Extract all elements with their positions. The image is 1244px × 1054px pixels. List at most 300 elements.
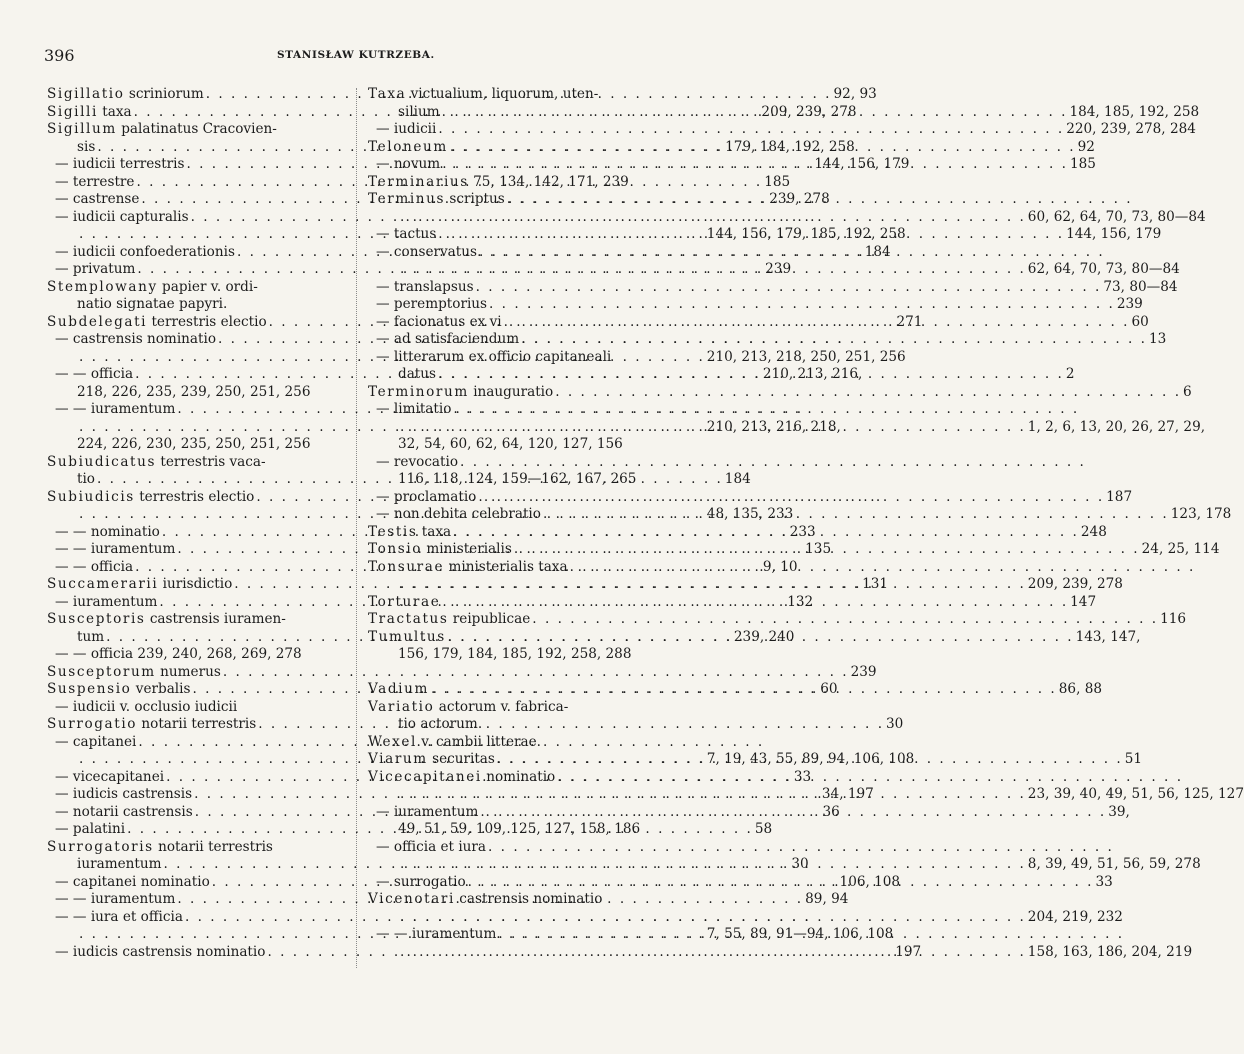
index-term: Tumultus bbox=[368, 628, 446, 645]
entry-label: 49, 51, 59, 109, 125, 127, 158, 186 bbox=[398, 821, 641, 837]
dot-leader bbox=[398, 261, 1028, 279]
index-entry bbox=[47, 279, 345, 297]
page-references: 233 bbox=[789, 523, 816, 540]
dot-leader bbox=[398, 576, 1028, 594]
page-references: 185 bbox=[764, 173, 791, 190]
dot-leader bbox=[436, 121, 1066, 139]
index-term: Wexel bbox=[368, 733, 417, 750]
index-term: Taxa bbox=[368, 86, 407, 102]
entry-label: — — officia 239, 240, 268, 269, 278 bbox=[55, 646, 302, 662]
index-term: Vadium bbox=[368, 681, 429, 697]
dot-leader bbox=[448, 139, 1078, 157]
page-references: 204, 219, 232 bbox=[1027, 908, 1123, 925]
entry-label: notarii terrestris bbox=[158, 838, 273, 855]
dot-leader bbox=[398, 786, 1028, 804]
dot-leader bbox=[440, 594, 1070, 612]
entry-text bbox=[376, 489, 476, 507]
entry-text bbox=[77, 471, 95, 489]
entry-text bbox=[368, 191, 505, 209]
dot-leader bbox=[530, 611, 1160, 629]
entry-label: securitas bbox=[432, 751, 495, 767]
page-references: 9, 10 bbox=[762, 558, 798, 575]
index-subentry bbox=[47, 943, 922, 962]
entry-label: — notarii castrensis bbox=[55, 803, 193, 820]
entry-text bbox=[55, 646, 302, 664]
index-subentry bbox=[368, 121, 1196, 139]
dot-leader bbox=[458, 454, 1088, 472]
dot-leader bbox=[512, 541, 1142, 559]
entry-text bbox=[55, 524, 160, 542]
entry-label: inauguratio bbox=[473, 383, 554, 400]
entry-label: — — officia bbox=[55, 366, 134, 382]
index-entry bbox=[368, 191, 664, 209]
index-entry bbox=[368, 383, 1192, 402]
entry-text bbox=[47, 314, 267, 332]
page-references: 30 bbox=[791, 856, 809, 872]
dot-leader bbox=[478, 804, 1108, 822]
index-term: Subiudicis bbox=[47, 488, 135, 505]
dot-leader bbox=[541, 506, 1171, 524]
index-subentry bbox=[368, 349, 664, 367]
index-term: Tractatus bbox=[368, 611, 449, 627]
entry-text bbox=[368, 174, 629, 192]
index-entry bbox=[47, 489, 345, 507]
entry-label: — vicecapitanei bbox=[55, 768, 165, 785]
page-references: 179, 184, 192, 258 bbox=[725, 138, 855, 155]
entry-label: verbalis bbox=[135, 681, 191, 697]
entry-text bbox=[55, 786, 192, 804]
entry-text bbox=[55, 156, 185, 174]
page-references: 158, 163, 186, 204, 219 bbox=[1027, 943, 1193, 960]
entry-label: — castrense bbox=[55, 191, 140, 207]
entry-label: datus bbox=[398, 366, 437, 382]
entry-label: notarii terrestris bbox=[141, 716, 257, 732]
dot-leader bbox=[495, 751, 1125, 769]
index-subentry bbox=[47, 209, 345, 227]
index-subentry bbox=[368, 278, 1178, 297]
page-references: 239 bbox=[1116, 296, 1143, 312]
entry-text bbox=[55, 366, 133, 384]
dot-leader bbox=[446, 629, 1076, 647]
entry-text bbox=[77, 384, 310, 402]
index-entry bbox=[47, 121, 345, 139]
entry-label: — — iuramentum bbox=[376, 926, 497, 942]
entry-label: actorum v. fabrica- bbox=[438, 698, 569, 715]
page-references: 210, 213, 216, 218, bbox=[706, 418, 841, 435]
index-term: Sigillum bbox=[47, 121, 117, 137]
page-references: 24, 25, 114 bbox=[1141, 541, 1220, 557]
index-subentry bbox=[47, 786, 874, 804]
dot-leader bbox=[487, 296, 1117, 314]
entry-label: castrensis nominatio bbox=[459, 891, 603, 907]
page-references: 51 bbox=[1124, 751, 1142, 767]
page-references: 92 bbox=[1077, 138, 1095, 155]
page-references: 144, 156, 179 bbox=[1066, 226, 1162, 242]
entry-label: — surrogatio bbox=[376, 873, 466, 890]
entry-label: 32, 54, 60, 62, 64, 120, 127, 156 bbox=[398, 436, 623, 452]
entry-text bbox=[47, 611, 286, 629]
entry-label: — revocatio bbox=[376, 453, 459, 470]
entry-text bbox=[55, 874, 210, 892]
index-term: Viarum bbox=[368, 751, 428, 767]
entry-text bbox=[376, 401, 451, 419]
page-references: 36 bbox=[822, 803, 840, 820]
page-references: 239, 240 bbox=[733, 628, 795, 645]
index-subentry bbox=[368, 839, 664, 857]
entry-label: tio bbox=[77, 471, 95, 487]
index-subentry bbox=[368, 401, 664, 419]
page-references: 239 bbox=[850, 663, 877, 680]
page-references: 2 bbox=[1065, 366, 1075, 382]
dot-leader bbox=[451, 401, 1081, 419]
page-references: 8, 39, 49, 51, 56, 59, 278 bbox=[1027, 856, 1201, 872]
index-subentry bbox=[47, 261, 792, 279]
page-references: 6 bbox=[1183, 383, 1192, 400]
page-references: 123, 178 bbox=[1170, 506, 1232, 522]
index-entry bbox=[368, 699, 664, 717]
entry-text bbox=[376, 839, 486, 857]
entry-text bbox=[398, 436, 623, 454]
index-subentry bbox=[368, 716, 664, 734]
page-references: 135 bbox=[805, 541, 832, 557]
entry-label: — privatum bbox=[55, 261, 136, 277]
entry-label: — iudicii v. occlusio iudicii bbox=[55, 698, 238, 715]
page-references: 210, 213, 218, 250, 251, 256 bbox=[706, 348, 906, 365]
entry-label: — — iuramentum bbox=[55, 401, 176, 417]
index-term: Subiudicatus bbox=[47, 453, 157, 470]
page-references: 1, 2, 6, 13, 20, 26, 27, 29, bbox=[1027, 418, 1206, 435]
index-entry bbox=[47, 576, 889, 594]
entry-label: silium bbox=[398, 103, 440, 120]
entry-label: — iudicis castrensis nominatio bbox=[55, 943, 266, 960]
index-subentry bbox=[47, 646, 345, 664]
index-term: Tonsurae bbox=[368, 558, 445, 575]
dot-leader bbox=[519, 331, 1149, 349]
column-divider bbox=[356, 88, 357, 968]
entry-label: — — nominatio bbox=[55, 523, 160, 540]
entry-text bbox=[55, 909, 183, 927]
dot-leader bbox=[505, 191, 1135, 209]
entry-text bbox=[368, 611, 530, 629]
entry-label: — — iura et officia bbox=[55, 908, 183, 925]
index-term: Vicenotari bbox=[368, 891, 455, 907]
dot-leader bbox=[474, 279, 1104, 297]
entry-label: — proclamatio bbox=[376, 488, 477, 505]
entry-text bbox=[55, 891, 175, 909]
entry-text bbox=[55, 821, 125, 839]
entry-text bbox=[368, 559, 568, 577]
page-references: 271 bbox=[896, 313, 923, 330]
index-entry bbox=[368, 86, 664, 104]
index-term: Teloneum bbox=[368, 138, 448, 155]
entry-text bbox=[376, 279, 474, 297]
index-entry bbox=[47, 611, 345, 629]
page-references: 132 bbox=[787, 593, 814, 610]
page-references: 239 bbox=[765, 261, 792, 277]
index-term: Vicecapitanei bbox=[368, 768, 482, 785]
page-references: 33 bbox=[793, 768, 812, 785]
index-entry bbox=[47, 839, 345, 857]
dot-leader bbox=[398, 419, 1028, 437]
dot-leader bbox=[440, 156, 1070, 174]
entry-text bbox=[368, 139, 448, 157]
entry-label: natio signatae papyri. bbox=[77, 296, 228, 312]
page-references: 7, 19, 43, 55, 89, 94, 106, 108 bbox=[706, 751, 915, 767]
entry-text bbox=[47, 454, 266, 472]
entry-text bbox=[376, 874, 466, 892]
entry-text bbox=[368, 384, 553, 402]
entry-label: — — iuramentum bbox=[55, 541, 176, 557]
entry-text bbox=[47, 104, 132, 122]
dot-leader bbox=[440, 104, 1070, 122]
index-term: Susceptoris bbox=[47, 611, 146, 627]
entry-label: scriniorum bbox=[128, 86, 204, 102]
entry-text bbox=[376, 454, 458, 472]
entry-text bbox=[47, 86, 204, 104]
entry-label: — castrensis nominatio bbox=[55, 331, 217, 347]
entry-label: papier v. ordi- bbox=[162, 278, 258, 295]
dot-leader bbox=[477, 244, 1107, 262]
dot-leader bbox=[496, 926, 1126, 944]
index-subentry bbox=[368, 908, 1123, 927]
running-head: STANISŁAW KUTRZEBA. bbox=[277, 49, 435, 61]
entry-label: iuramentum bbox=[77, 856, 162, 872]
entry-text bbox=[368, 681, 429, 699]
index-term: Sigillatio bbox=[47, 86, 125, 102]
entry-label: — capitanei bbox=[55, 733, 137, 750]
entry-label: ministerialis bbox=[426, 541, 512, 557]
index-term: Subdelegati bbox=[47, 313, 148, 330]
entry-label: terrestris electio bbox=[151, 313, 267, 330]
entry-text bbox=[47, 489, 254, 507]
entry-text bbox=[398, 471, 636, 489]
entry-text bbox=[77, 436, 310, 454]
index-term: Surrogatoris bbox=[47, 838, 154, 855]
index-term: Variatio bbox=[368, 698, 435, 715]
entry-label: numerus bbox=[160, 663, 221, 680]
entry-label: — conservatus bbox=[376, 243, 477, 260]
entry-text bbox=[47, 121, 277, 139]
entry-label: 75, 134, 142, 171, 239 bbox=[473, 173, 629, 190]
entry-label: — iudicii bbox=[376, 121, 437, 137]
entry-label: — tactus bbox=[376, 226, 437, 242]
page-references: 60 bbox=[820, 681, 838, 697]
blank-line bbox=[368, 664, 664, 682]
entry-text bbox=[376, 121, 436, 139]
index-subentry bbox=[47, 384, 345, 402]
entry-text bbox=[376, 226, 436, 244]
index-subentry bbox=[368, 454, 664, 472]
index-subentry bbox=[368, 296, 1143, 314]
page-references: 184 bbox=[724, 471, 751, 487]
page-references: 13 bbox=[1148, 331, 1167, 347]
page-references: 185 bbox=[1069, 156, 1096, 172]
index-entry bbox=[368, 611, 1187, 629]
page-references: 62, 64, 70, 73, 80—84 bbox=[1027, 261, 1180, 277]
entry-label: — iuramentum bbox=[376, 803, 479, 820]
page-references: 60, 62, 64, 70, 73, 80—84 bbox=[1027, 208, 1206, 225]
index-term: Succamerarii bbox=[47, 576, 159, 592]
entry-text bbox=[55, 804, 193, 822]
entry-text bbox=[47, 279, 258, 297]
entry-label: 116, 118, 124, 159—162, 167, 265 bbox=[398, 471, 637, 487]
entry-label: — limitatio bbox=[376, 401, 452, 417]
entry-label: — novum bbox=[376, 156, 441, 172]
entry-text bbox=[368, 891, 602, 909]
dot-leader bbox=[436, 366, 1066, 384]
entry-text bbox=[368, 594, 440, 612]
entry-text bbox=[376, 926, 496, 944]
entry-label: — iudicii capturalis bbox=[55, 208, 189, 225]
entry-text bbox=[376, 331, 519, 349]
entry-text bbox=[47, 664, 221, 682]
index-subentry bbox=[47, 331, 345, 349]
index-entry bbox=[368, 734, 664, 752]
entry-label: 218, 226, 235, 239, 250, 251, 256 bbox=[77, 383, 311, 400]
entry-text bbox=[376, 349, 611, 367]
index-entry bbox=[47, 454, 345, 472]
index-subentry bbox=[47, 436, 345, 454]
page-references: 187 bbox=[1106, 488, 1133, 505]
index-subentry bbox=[368, 926, 664, 944]
entry-label: — palatini bbox=[55, 821, 126, 837]
entry-text bbox=[368, 769, 555, 787]
index-subentry bbox=[368, 208, 1206, 227]
page-number: 396 bbox=[44, 46, 75, 65]
entry-text bbox=[376, 296, 487, 314]
index-term: Surrogatio bbox=[47, 716, 138, 732]
entry-text bbox=[77, 856, 162, 874]
entry-label: — facionatus ex vi bbox=[376, 313, 502, 330]
entry-label: castrensis iuramen- bbox=[149, 611, 286, 627]
entry-label: victualium, liquorum, uten- bbox=[410, 86, 599, 102]
dot-leader bbox=[568, 559, 1198, 577]
page-references: 60 bbox=[1131, 313, 1149, 330]
dot-leader bbox=[398, 909, 1028, 927]
index-subentry bbox=[47, 734, 345, 752]
entry-label: sis bbox=[77, 138, 96, 155]
page-references: 144, 156, 179, 185, 192, 258 bbox=[706, 226, 906, 242]
entry-label: — iuramentum bbox=[55, 593, 158, 610]
page-references: 210, 213, 216, bbox=[762, 366, 863, 382]
entry-text bbox=[368, 751, 495, 769]
entry-text bbox=[77, 139, 95, 157]
index-subentry bbox=[368, 244, 664, 262]
entry-text bbox=[55, 541, 175, 559]
entry-label: 224, 226, 230, 235, 250, 251, 256 bbox=[77, 436, 311, 452]
entry-label: — peremptorius bbox=[376, 296, 488, 312]
entry-text bbox=[376, 156, 440, 174]
index-term: Testis bbox=[368, 523, 418, 540]
page-references: 184 bbox=[864, 243, 891, 260]
entry-text bbox=[55, 401, 175, 419]
entry-label: — — officia bbox=[55, 558, 134, 575]
index-term: Terminorum bbox=[368, 383, 469, 400]
index-subentry bbox=[47, 418, 841, 437]
entry-text bbox=[376, 804, 478, 822]
entry-text bbox=[55, 944, 265, 962]
page-header bbox=[0, 46, 720, 66]
index-term: Susceptorum bbox=[47, 663, 156, 680]
page-references: 92, 93 bbox=[833, 86, 877, 102]
entry-text bbox=[398, 821, 640, 839]
page-references: 89, 94 bbox=[805, 891, 849, 907]
entry-text bbox=[47, 681, 190, 699]
page-references: 116 bbox=[1160, 611, 1187, 627]
entry-label: — capitanei nominatio bbox=[55, 873, 210, 890]
page-references: 7, 55, 89, 91—94, 106, 108 bbox=[706, 926, 894, 942]
entry-text bbox=[368, 629, 446, 647]
dot-leader bbox=[476, 489, 1106, 507]
entry-label: terrestris vaca- bbox=[160, 453, 266, 470]
entry-label: tum bbox=[77, 628, 105, 645]
index-term: Terminarius bbox=[368, 173, 469, 190]
entry-text bbox=[376, 244, 477, 262]
index-subentry bbox=[368, 821, 664, 839]
entry-label: tio actorum. bbox=[398, 716, 483, 732]
page-references: 73, 80—84 bbox=[1103, 278, 1178, 295]
dot-leader bbox=[555, 769, 1185, 787]
entry-text bbox=[398, 104, 440, 122]
dot-leader bbox=[398, 944, 1028, 962]
entry-text bbox=[55, 734, 136, 752]
index-entry bbox=[368, 769, 664, 787]
entry-text bbox=[55, 594, 157, 612]
dot-leader bbox=[466, 874, 1096, 892]
entry-text bbox=[55, 331, 216, 349]
page-references: 106, 108 bbox=[839, 873, 901, 890]
page-references: 30 bbox=[886, 716, 904, 732]
entry-text bbox=[55, 191, 139, 209]
entry-label: palatinatus Cracovien- bbox=[121, 121, 277, 137]
entry-text bbox=[368, 524, 451, 542]
entry-text bbox=[368, 86, 598, 104]
entry-text bbox=[376, 506, 541, 524]
index-subentry bbox=[47, 296, 345, 314]
entry-text bbox=[398, 716, 482, 734]
page-references: 220, 239, 278, 284 bbox=[1066, 121, 1196, 137]
page-references: 86, 88 bbox=[1058, 681, 1103, 697]
entry-text bbox=[55, 174, 134, 192]
page-references: 34, 197 bbox=[821, 786, 874, 802]
index-term: Torturae bbox=[368, 593, 441, 610]
dot-leader bbox=[429, 681, 1059, 699]
page-references: 184, 185, 192, 258 bbox=[1069, 103, 1200, 120]
entry-text bbox=[77, 629, 104, 647]
dot-leader bbox=[451, 524, 1081, 542]
page-references: 23, 39, 40, 49, 51, 56, 125, 127 bbox=[1027, 786, 1244, 802]
entry-label: — iudicis castrensis bbox=[55, 786, 193, 802]
page-references: 209, 239, 278 bbox=[1027, 576, 1123, 592]
index-subentry bbox=[47, 856, 809, 874]
entry-label: — translapsus bbox=[376, 278, 474, 295]
dot-leader bbox=[553, 384, 1183, 402]
entry-label: — iudicii confoederationis bbox=[55, 243, 235, 260]
index-term: Tonsio bbox=[368, 541, 423, 557]
index-subentry bbox=[47, 699, 345, 717]
page-references: 39, bbox=[1108, 803, 1130, 820]
entry-text bbox=[368, 734, 541, 752]
page-references: 58 bbox=[754, 821, 773, 837]
index-entry bbox=[368, 174, 664, 192]
index-term: Terminus bbox=[368, 191, 446, 207]
entry-text bbox=[55, 699, 237, 717]
entry-label: 156, 179, 184, 185, 192, 258, 288 bbox=[398, 646, 632, 662]
index-entry bbox=[368, 891, 664, 909]
page-references: 197 bbox=[895, 943, 922, 960]
entry-label: — ad satisfaciendum bbox=[376, 331, 520, 347]
index-subentry bbox=[368, 646, 664, 664]
